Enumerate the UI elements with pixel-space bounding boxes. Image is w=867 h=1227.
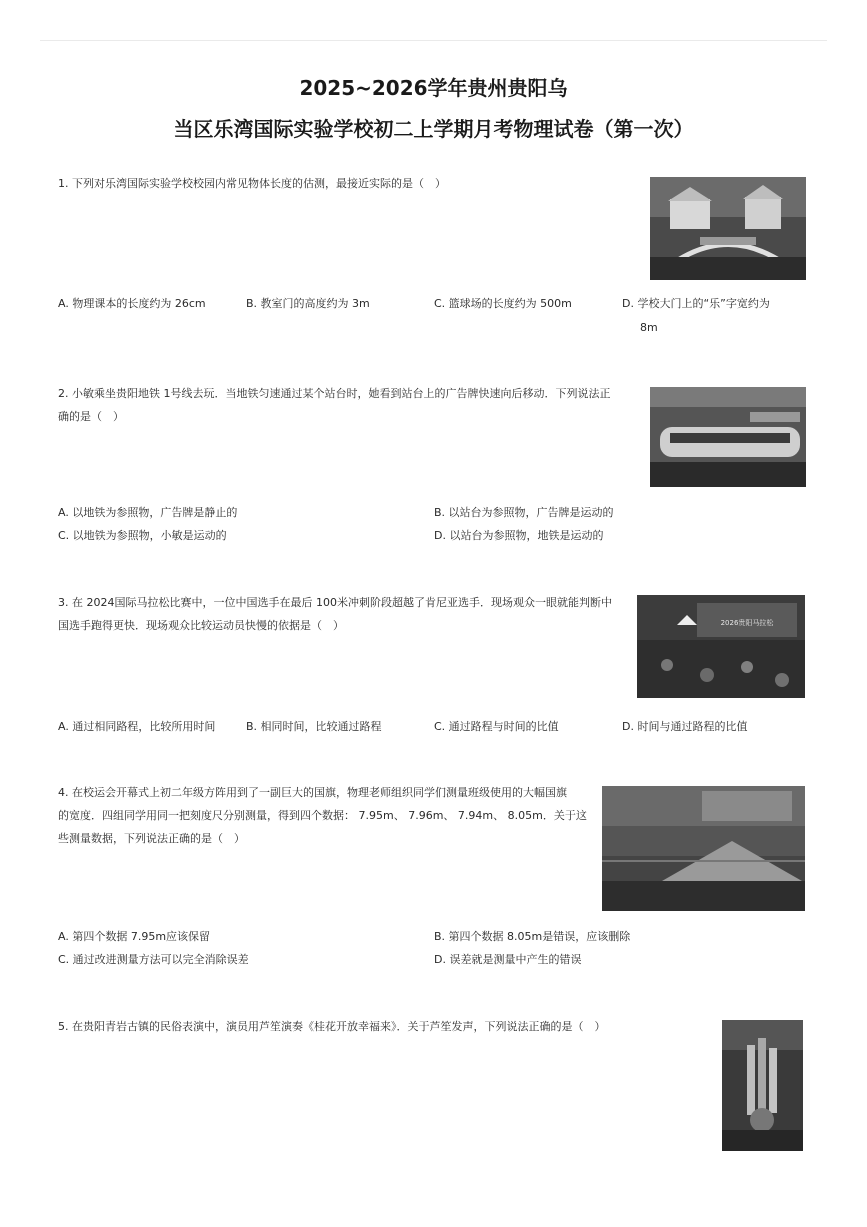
page-title-line1: 2025~2026学年贵州贵阳乌 xyxy=(299,76,568,100)
question-3-text-line1: 3. 在 2024国际马拉松比赛中，一位中国选手在最后 100米冲刺阶段超越了肯尼亚选手．现场观众一眼就能判断中 xyxy=(58,596,612,609)
question-2-photo-metro-train xyxy=(650,387,806,487)
header-rule xyxy=(40,40,827,41)
question-3-option-a[interactable]: A. 通过相同路程，比较所用时间 xyxy=(58,720,216,733)
question-2-option-c[interactable]: C. 以地铁为参照物，小敏是运动的 xyxy=(58,529,227,542)
question-4-option-a[interactable]: A. 第四个数据 7.95m应该保留 xyxy=(58,930,211,943)
question-2-option-a[interactable]: A. 以地铁为参照物，广告牌是静止的 xyxy=(58,506,238,519)
question-5-text: 5. 在贵阳青岩古镇的民俗表演中，演员用芦笙演奏《桂花开放幸福来》．关于芦笙发声，下列说法正确的是（ ） xyxy=(58,1020,606,1033)
marathon-banner-text: 2026贵阳马拉松 xyxy=(720,619,774,627)
question-2-option-d[interactable]: D. 以站台为参照物，地铁是运动的 xyxy=(434,529,604,542)
question-2-option-b[interactable]: B. 以站台为参照物，广告牌是运动的 xyxy=(434,506,614,519)
question-1-option-c[interactable]: C. 篮球场的长度约为 500m xyxy=(434,297,572,310)
question-2-text-line1: 2. 小敏乘坐贵阳地铁 1号线去玩．当地铁匀速通过某个站台时，她看到站台上的广告牌快速向后移动．下列说法正 xyxy=(58,387,611,400)
question-1-option-d-cont: 8m xyxy=(640,321,658,334)
question-4-photo-flag-ceremony xyxy=(602,786,805,911)
question-1-text: 1. 下列对乐湾国际实验学校校园内常见物体长度的估测，最接近实际的是（ ） xyxy=(58,177,446,190)
question-4-option-c[interactable]: C. 通过改进测量方法可以完全消除误差 xyxy=(58,953,249,966)
question-3-option-b[interactable]: B. 相同时间，比较通过路程 xyxy=(246,720,382,733)
question-4-option-d[interactable]: D. 误差就是测量中产生的错误 xyxy=(434,953,582,966)
question-4-text-line1: 4. 在校运会开幕式上初二年级方阵用到了一副巨大的国旗，物理老师组织同学们测量班级使用的大幅国旗 xyxy=(58,786,567,799)
question-1-photo-school-gate xyxy=(650,177,806,280)
question-1-option-a[interactable]: A. 物理课本的长度约为 26cm xyxy=(58,297,206,310)
question-1-option-d[interactable]: D. 学校大门上的“乐”字宽约为 xyxy=(622,297,770,310)
question-3-option-c[interactable]: C. 通过路程与时间的比值 xyxy=(434,720,559,733)
question-1-option-b[interactable]: B. 教室门的高度约为 3m xyxy=(246,297,370,310)
question-3-text-line2: 国选手跑得更快．现场观众比较运动员快慢的依据是（ ） xyxy=(58,619,344,632)
question-4-option-b[interactable]: B. 第四个数据 8.05m是错误，应该删除 xyxy=(434,930,631,943)
question-4-text-line2: 的宽度．四组同学用同一把刻度尺分别测量，得到四个数据： 7.95m、 7.96m、 7.94m、 8.05m．关于这 xyxy=(58,809,587,822)
question-2-text-line2: 确的是（ ） xyxy=(58,410,124,423)
question-3-option-d[interactable]: D. 时间与通过路程的比值 xyxy=(622,720,748,733)
question-5-photo-lusheng-performer xyxy=(722,1020,803,1151)
page-title-line2: 当区乐湾国际实验学校初二上学期月考物理试卷（第一次） xyxy=(173,117,694,141)
question-4-text-line3: 些测量数据，下列说法正确的是（ ） xyxy=(58,832,245,845)
question-3-photo-marathon xyxy=(637,595,805,698)
